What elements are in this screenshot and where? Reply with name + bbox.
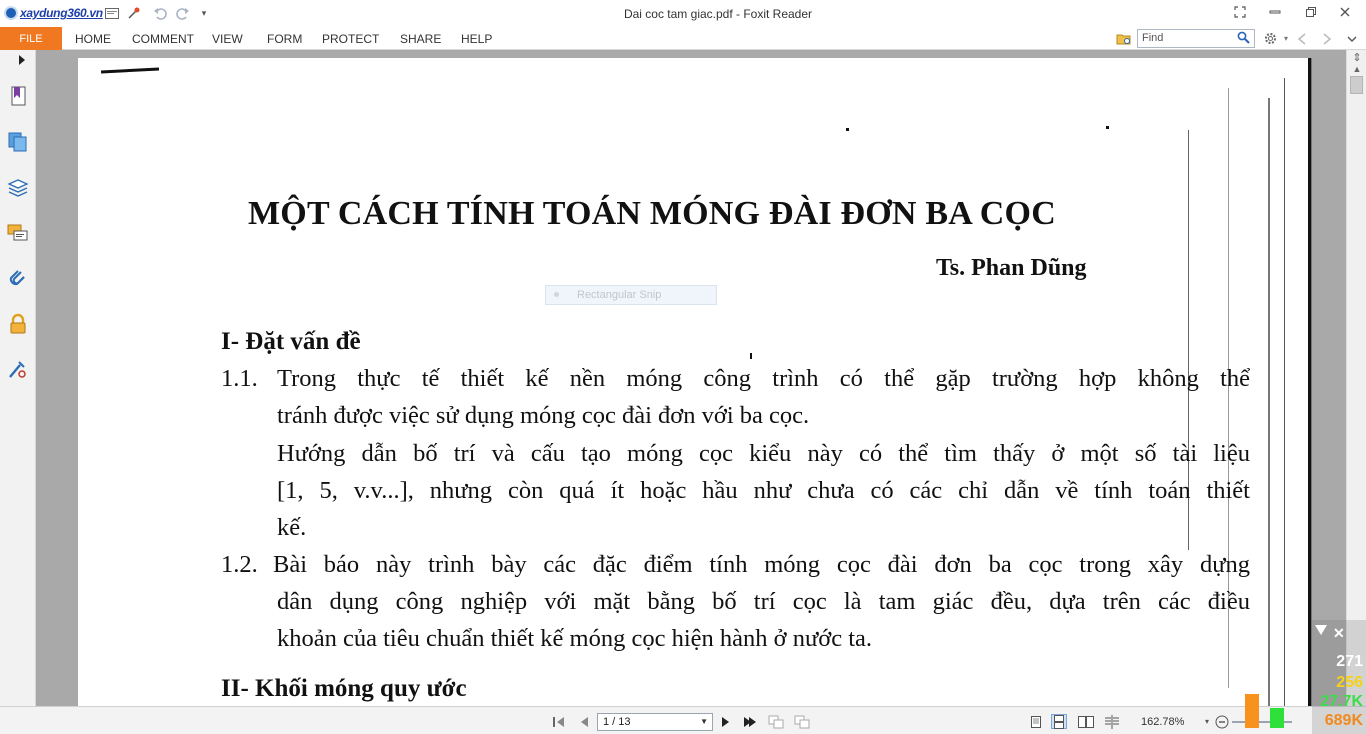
customize-quick-access-icon[interactable]: ▾ <box>201 7 207 18</box>
scroll-up-icon[interactable]: ▲ <box>1352 64 1362 74</box>
find-field[interactable] <box>1137 29 1255 48</box>
comments-icon[interactable] <box>6 221 30 245</box>
snip-dot-icon <box>554 292 559 297</box>
window-title: Dai coc tam giac.pdf - Foxit Reader <box>623 7 813 21</box>
scan-mark <box>101 67 159 73</box>
pages-thumbnails-icon[interactable] <box>6 130 30 154</box>
tab-home[interactable]: HOME <box>75 31 111 46</box>
first-page-icon[interactable] <box>551 714 567 729</box>
scan-edge <box>1268 98 1270 706</box>
overlay-value-3: 27.7K <box>1320 693 1363 710</box>
navigation-panel <box>0 50 36 706</box>
split-view-icon[interactable]: ⇕ <box>1352 51 1362 64</box>
page-dropdown-icon[interactable]: ▼ <box>700 717 708 726</box>
paragraph-1-1-line-4: [1, 5, v.v...], nhưng còn quá ít hoặc hầu như chưa có các chỉ dẫn về tính toán thiết <box>277 477 1250 504</box>
find-previous-icon[interactable] <box>1293 30 1311 47</box>
zoom-out-icon[interactable] <box>1214 714 1230 729</box>
paragraph-1-1-line-5: kế. <box>277 514 307 541</box>
paragraph-1-2-line-1: Bài báo này trình bày các đặc điểm tính móng cọc đài đơn ba cọc trong xây dựng <box>273 551 1250 578</box>
next-page-icon[interactable] <box>718 714 734 729</box>
overlay-orange-bar <box>1245 694 1259 728</box>
page-number-field[interactable] <box>597 713 713 731</box>
previous-view-icon[interactable] <box>768 714 784 729</box>
logo-text: xaydung360.vn <box>20 6 103 20</box>
scan-edge <box>1284 78 1285 706</box>
facing-view-icon[interactable] <box>1078 714 1094 729</box>
expand-panel-icon[interactable] <box>18 54 28 78</box>
overlay-value-1: 271 <box>1336 653 1363 670</box>
signature-tools-icon[interactable] <box>6 357 30 381</box>
pdf-page <box>78 58 1311 706</box>
section-heading-2: II- Khối móng quy ước <box>221 675 467 702</box>
overlay-value-4: 689K <box>1324 712 1363 729</box>
security-lock-icon[interactable] <box>6 312 30 336</box>
scrollbar-thumb[interactable] <box>1350 76 1363 94</box>
layers-icon[interactable] <box>6 176 30 200</box>
scan-mark <box>750 353 752 359</box>
find-next-icon[interactable] <box>1318 30 1336 47</box>
overlay-collapse-icon[interactable] <box>1315 625 1327 635</box>
overlay-value-2: 256 <box>1336 674 1363 691</box>
document-viewport[interactable] <box>36 50 1346 706</box>
snip-label: Rectangular Snip <box>577 289 662 301</box>
next-view-icon[interactable] <box>794 714 810 729</box>
previous-page-icon[interactable] <box>576 714 592 729</box>
zoom-dropdown-icon[interactable]: ▾ <box>1204 717 1209 726</box>
tab-view[interactable]: VIEW <box>212 31 243 46</box>
paragraph-1-1-line-2: tránh được việc sử dụng móng cọc đài đơn với ba cọc. <box>277 402 810 429</box>
fullscreen-icon[interactable] <box>1229 3 1251 21</box>
folder-search-icon[interactable] <box>1115 30 1133 47</box>
tab-protect[interactable]: PROTECT <box>322 31 380 46</box>
minimize-icon[interactable] <box>1264 3 1286 21</box>
paragraph-number-1-1: 1.1. <box>221 365 258 392</box>
find-placeholder: Find <box>1142 32 1164 44</box>
document-title: MỘT CÁCH TÍNH TOÁN MÓNG ĐÀI ĐƠN BA CỌC <box>248 195 1056 232</box>
settings-dropdown-icon[interactable]: ▾ <box>1283 34 1288 43</box>
rectangular-snip-tooltip <box>545 285 717 305</box>
bookmarks-icon[interactable] <box>6 84 30 108</box>
single-page-view-icon[interactable] <box>1028 714 1044 729</box>
ribbon-collapse-icon[interactable] <box>1343 30 1361 47</box>
overlay-close-icon[interactable]: ✕ <box>1333 625 1345 641</box>
close-icon[interactable] <box>1334 3 1356 21</box>
zoom-level[interactable]: 162.78% <box>1141 716 1185 728</box>
ribbon-tabs <box>0 27 1366 50</box>
scan-mark <box>1106 126 1109 129</box>
title-bar <box>0 0 1366 27</box>
paragraph-number-1-2: 1.2. <box>221 551 258 578</box>
tab-comment[interactable]: COMMENT <box>132 31 194 46</box>
continuous-facing-view-icon[interactable] <box>1104 714 1120 729</box>
restore-icon[interactable] <box>1300 3 1322 21</box>
tab-file[interactable]: FILE <box>0 27 62 50</box>
paragraph-1-2-line-3: khoản của tiêu chuẩn thiết kế móng cọc hiện hành ở nước ta. <box>277 625 873 652</box>
overlay-green-bar <box>1270 708 1284 728</box>
paragraph-1-2-line-2: dân dụng công nghiệp với mặt bằng bố trí cọc là tam giác đều, dựa trên các điều <box>277 588 1250 615</box>
continuous-view-icon[interactable] <box>1051 714 1067 729</box>
tab-form[interactable]: FORM <box>267 31 303 46</box>
vertical-scrollbar[interactable] <box>1346 50 1366 706</box>
scan-mark <box>846 128 849 131</box>
tab-share[interactable]: SHARE <box>400 31 442 46</box>
section-heading-1: I- Đặt vấn đề <box>221 328 361 355</box>
tab-help[interactable]: HELP <box>461 31 493 46</box>
search-icon[interactable] <box>1237 31 1251 45</box>
paragraph-1-1-line-3: Hướng dẫn bố trí và cấu tạo móng cọc kiểu này có thể tìm thấy ở một số tài liệu <box>277 440 1250 467</box>
page-number-value: 1 / 13 <box>603 716 631 728</box>
status-bar <box>0 706 1366 734</box>
document-author: Ts. Phan Dũng <box>936 255 1087 281</box>
last-page-icon[interactable] <box>742 714 758 729</box>
paragraph-1-1-line-1: Trong thực tế thiết kế nền móng công trình có thể gặp trường hợp không thể <box>277 365 1250 392</box>
attachments-icon[interactable] <box>6 266 30 290</box>
